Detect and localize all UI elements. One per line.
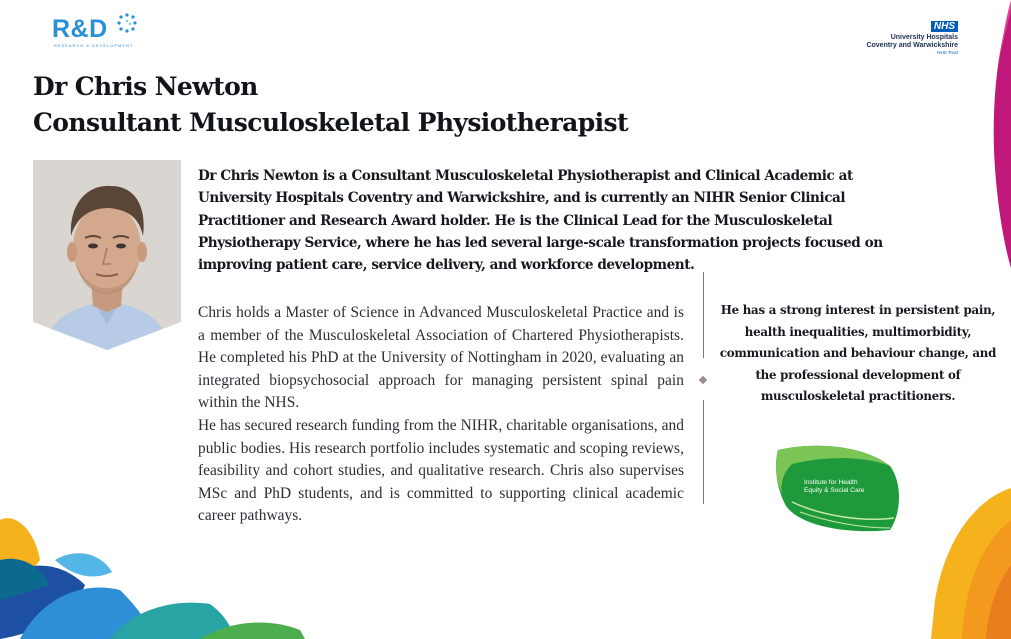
profile-role: Consultant Musculoskeletal Physiotherapist [33, 108, 628, 137]
research-interests: He has a strong interest in persistent pain, health inequalities, multimorbidity, communication and behaviour change, and the professional development of musculoskeletal practitioners. [719, 303, 997, 404]
vertical-divider-top [703, 272, 704, 358]
profile-name: Dr Chris Newton [33, 72, 258, 101]
portrait-photo [33, 160, 181, 350]
profile-body [198, 302, 684, 528]
rd-logo-tagline: RESEARCH & DEVELOPMENT [54, 43, 134, 48]
nhs-badge: NHS [931, 21, 958, 32]
nhs-trust-label: NHS Trust [937, 50, 958, 55]
nhs-logo [818, 16, 958, 54]
nhs-org-line1: University Hospitals [890, 34, 958, 41]
vertical-divider-bottom [703, 400, 704, 504]
rd-logo-text: R&D [52, 15, 108, 43]
profile-intro: Dr Chris Newton is a Consultant Musculoskeletal Physiotherapist and Clinical Academic at University Hospitals Coventry and Warwickshire, and is currently an NIHR Senior Clinical Practitioner and Research Award holder. He is the Clinical Lead for the Musculoskeletal Physiotherapy Service, where he has led several large-scale transformation projects focused on improving patient care, service delivery, and workforce development. [198, 168, 883, 274]
dots-icon [116, 12, 138, 34]
nhs-org-line2: Coventry and Warwickshire [866, 42, 958, 49]
institute-name: Institute for Health Equity & Social Care [804, 479, 865, 494]
rd-logo [52, 16, 142, 56]
body-paragraph-1: Chris holds a Master of Science in Advanced Musculoskeletal Practice and is a member of the Musculoskeletal Association of Chartered Physiotherapists. He completed his PhD at the University of Nottingham in 2020, evaluating an integrated biopsychosocial approach for managing persistent spinal pain within the NHS. [198, 304, 684, 412]
body-paragraph-2: He has secured research funding from the NIHR, charitable organisations, and public bodies. His research portfolio includes systematic and scoping reviews, feasibility and cohort studies, and qualitative research. Chris also supervises MSc and PhD students, and is committed to supporting clinical academic career pathways. [198, 416, 684, 525]
